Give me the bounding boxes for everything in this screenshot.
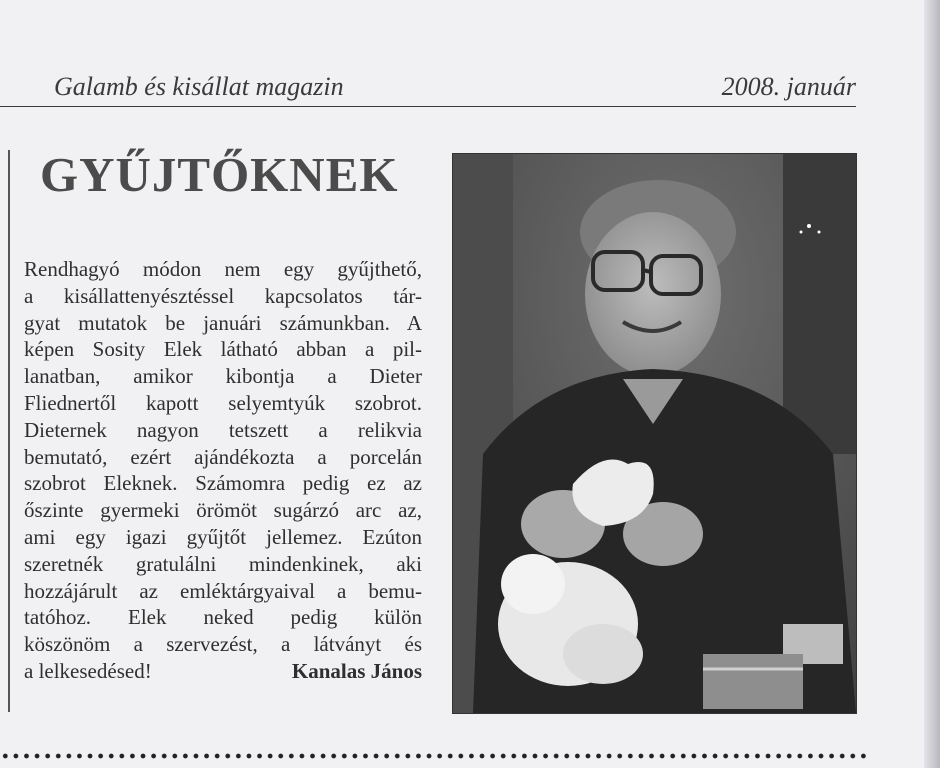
- body-line: Fliednertől kapott selyemtyúk szobrot.: [24, 390, 422, 415]
- bottom-dotted-rule: [0, 752, 870, 760]
- closing-text: a lelkesedésed!: [24, 658, 152, 683]
- issue-date: 2008. január: [721, 72, 856, 101]
- body-line: tatóhoz. Elek neked pedig külön: [24, 605, 422, 630]
- article-title: GYŰJTŐKNEK: [40, 147, 399, 202]
- body-line: lanatban, amikor kibontja a Dieter: [24, 364, 422, 389]
- page-edge-shadow: [924, 0, 940, 768]
- body-line: hozzájárult az emléktárgyaival a bemu-: [24, 578, 422, 603]
- body-line: Rendhagyó módon nem egy gyűjthető,: [24, 257, 422, 281]
- column-rule: [8, 150, 10, 712]
- body-line: a kisállattenyésztéssel kapcsolatos tár-: [24, 283, 422, 308]
- body-line: bemutató, ezért ajándékozta a porcelán: [24, 444, 422, 469]
- body-line: köszönöm a szervezést, a látványt és: [24, 632, 422, 657]
- publication-name: Galamb és kisállat magazin: [54, 72, 344, 101]
- body-line: képen Sosity Elek látható abban a pil-: [24, 337, 422, 362]
- body-line: őszinte gyermeki örömöt sugárzó arc az,: [24, 498, 422, 523]
- body-line: szobrot Eleknek. Számomra pedig ez az: [24, 471, 422, 496]
- article-author: Kanalas János: [291, 658, 422, 683]
- body-line-last: [24, 658, 422, 685]
- body-line: szeretnék gratulálni mindenkinek, aki: [24, 551, 422, 576]
- running-header: [0, 70, 856, 107]
- body-line: gyat mutatok be januári számunkban. A: [24, 310, 422, 335]
- article-photo: [452, 153, 857, 714]
- body-line: ami egy igazi gyűjtőt jellemez. Ezúton: [24, 524, 422, 549]
- article-body: [24, 256, 422, 685]
- body-line: Dieternek nagyon tetszett a relikvia: [24, 417, 422, 442]
- photo-illustration: [453, 154, 856, 713]
